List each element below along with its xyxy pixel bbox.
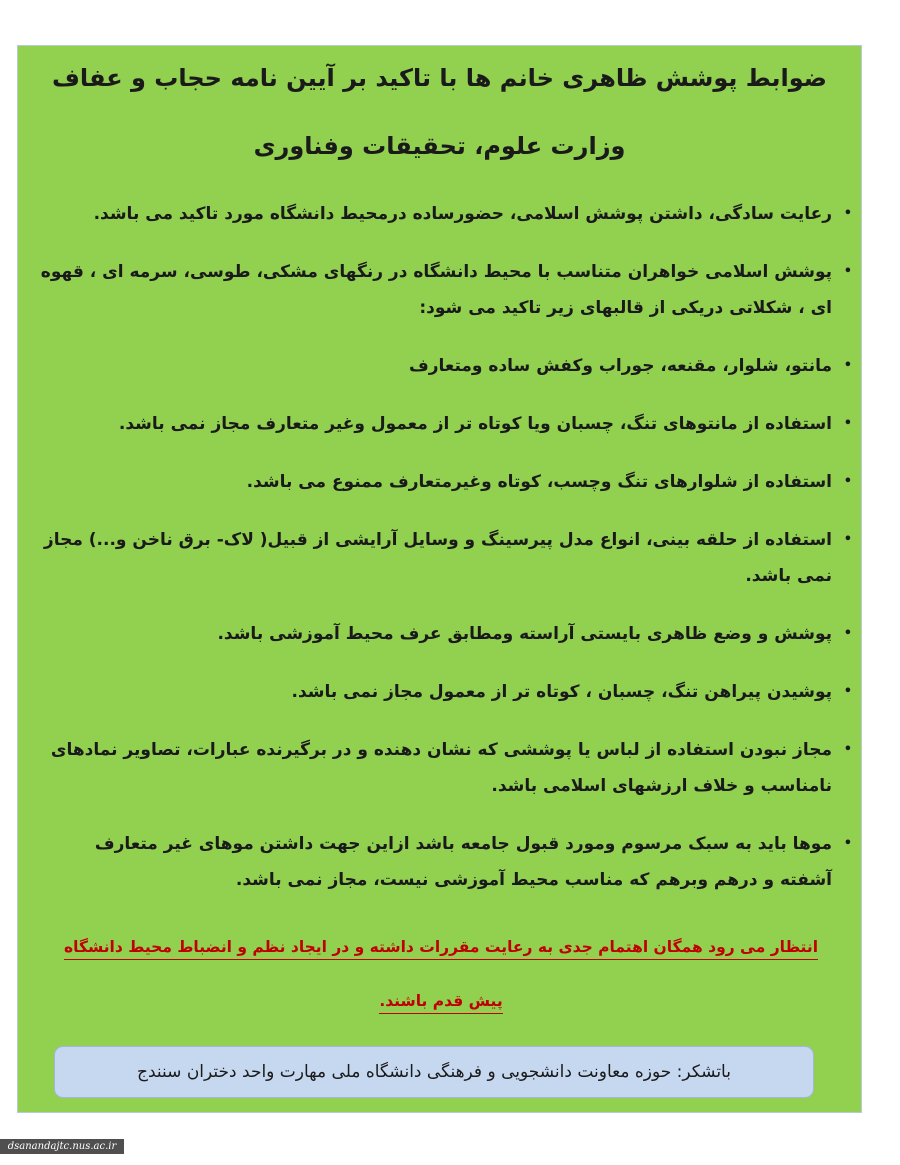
list-item-text: استفاده از مانتوهای تنگ، چسبان ویا کوتاه تر از معمول وغیر متعارف مجاز نمی باشد. — [118, 414, 832, 434]
list-item — [40, 348, 858, 384]
bullet-icon: • — [843, 742, 852, 757]
list-item-text: پوشش و وضع ظاهری بایستی آراسته ومطابق عرف محیط آموزشی باشد. — [217, 624, 832, 644]
bullet-icon: • — [843, 836, 852, 851]
bullet-icon: • — [843, 626, 852, 641]
bullet-icon: • — [843, 264, 852, 279]
rules-list — [40, 196, 858, 920]
bullet-icon: • — [843, 474, 852, 489]
list-item — [40, 522, 858, 594]
notice-line-1 — [46, 938, 836, 956]
notice-line-2 — [46, 992, 836, 1010]
list-item-text: استفاده از حلقه بینی، انواع مدل پیرسینگ و وسایل آرایشی از قبیل( لاک- برق ناخن و...) مجاز نمی باشد. — [43, 530, 832, 586]
list-item — [40, 826, 858, 898]
footer-watermark: dsanandajtc.nus.ac.ir — [0, 1139, 124, 1154]
list-item — [40, 406, 858, 442]
list-item — [40, 464, 858, 500]
list-item-text: مجاز نبودن استفاده از لباس یا پوششی که نشان دهنده و در برگیرنده عبارات، تصاویر نمادهای نامناسب و خلاف ارزشهای اسلامی باشد. — [50, 740, 832, 796]
list-item — [40, 196, 858, 232]
bullet-icon: • — [843, 684, 852, 699]
list-item-text: موها باید به سبک مرسوم ومورد قبول جامعه باشد ازاین جهت داشتن موهای غیر متعارف آشفته و درهم وبرهم که مناسب محیط آموزشی نیست، مجاز نمی باشد. — [94, 834, 832, 890]
list-item — [40, 616, 858, 652]
bullet-icon: • — [843, 358, 852, 373]
bullet-icon: • — [843, 206, 852, 221]
list-item-text: پوشش اسلامی خواهران متناسب با محیط دانشگاه در رنگهای مشکی، طوسی، سرمه ای ، قهوه ای ، شکلاتی دریکی از قالبهای زیر تاکید می شود: — [40, 262, 832, 318]
title-line-1: ضوابط پوشش ظاهری خانم ها با تاکید بر آیین نامه حجاب و عفاف — [52, 64, 827, 92]
list-item-text: استفاده از شلوارهای تنگ وچسب، کوتاه وغیرمتعارف ممنوع می باشد. — [246, 472, 832, 492]
bullet-icon: • — [843, 416, 852, 431]
list-item-text: رعایت سادگی، داشتن پوشش اسلامی، حضورساده درمحیط دانشگاه مورد تاکید می باشد. — [93, 204, 832, 224]
thanks-box: باتشکر: حوزه معاونت دانشجویی و فرهنگی دانشگاه ملی مهارت واحد دختران سنندج — [54, 1046, 814, 1098]
list-item — [40, 732, 858, 804]
list-item-text: پوشیدن پیراهن تنگ، چسبان ، کوتاه تر از معمول مجاز نمی باشد. — [291, 682, 832, 702]
list-item — [40, 674, 858, 710]
notice-line-2-text: پیش قدم باشند. — [379, 992, 502, 1014]
list-item — [40, 254, 858, 326]
notice-line-1-text: انتظار می رود همگان اهتمام جدی به رعایت مقررات داشته و در ایجاد نظم و انضباط محیط دانشگاه — [64, 938, 818, 960]
poster — [17, 45, 862, 1113]
bullet-icon: • — [843, 532, 852, 547]
list-item-text: مانتو، شلوار، مقنعه، جوراب وکفش ساده ومتعارف — [408, 356, 832, 376]
title-line-2: وزارت علوم، تحقیقات وفناوری — [253, 132, 626, 160]
